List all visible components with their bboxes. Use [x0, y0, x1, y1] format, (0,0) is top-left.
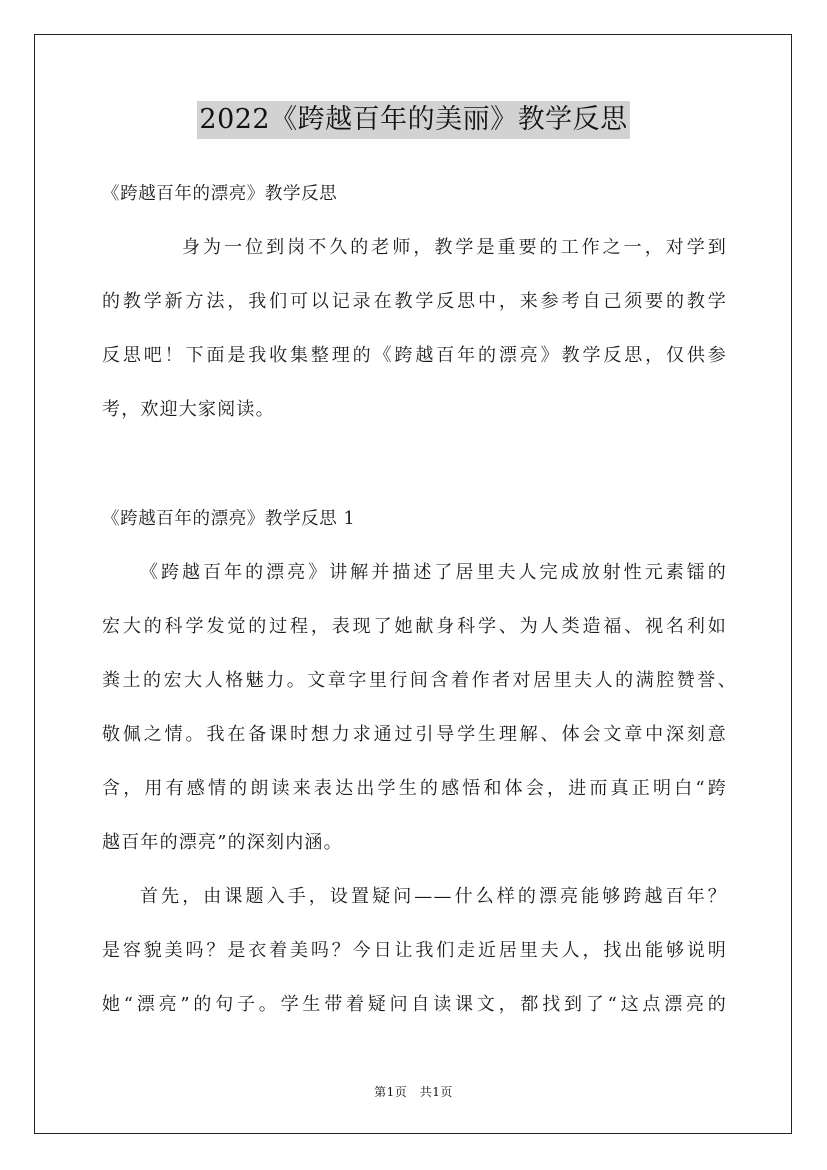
- intro-line-4: 考，欢迎大家阅读。: [102, 399, 275, 420]
- paragraph2-line-2: 是容貌美吗？是衣着美吗？今日让我们走近居里夫人，找出能够说明: [102, 940, 727, 961]
- paragraph1-line-3: 粪土的宏大人格魅力。文章字里行间含着作者对居里夫人的满腔赞誉、: [102, 670, 737, 691]
- paragraph1-line-6: 越百年的漂亮”的深刻内涵。: [102, 832, 343, 853]
- paragraph1-line-1: 《跨越百年的漂亮》讲解并描述了居里夫人完成放射性元素镭的: [140, 562, 727, 583]
- document-title: 2022《跨越百年的美丽》教学反思: [197, 101, 629, 139]
- paragraph1-line-2: 宏大的科学发觉的过程，表现了她献身科学、为人类造福、视名利如: [102, 616, 727, 637]
- intro-line-3: 反思吧！下面是我收集整理的《跨越百年的漂亮》教学反思，仅供参: [102, 345, 727, 366]
- intro-line-1: 身为一位到岗不久的老师，教学是重要的工作之一，对学到: [182, 237, 727, 258]
- document-subtitle: 《跨越百年的漂亮》教学反思: [102, 184, 338, 204]
- paragraph2-line-3: 她“漂亮”的句子。学生带着疑问自读课文，都找到了“这点漂亮的: [102, 994, 727, 1015]
- intro-line-2: 的教学新方法，我们可以记录在教学反思中，来参考自己须要的教学: [102, 291, 727, 312]
- title-container: [0, 101, 827, 139]
- section-heading: 《跨越百年的漂亮》教学反思 1: [102, 509, 356, 529]
- paragraph1-line-4: 敬佩之情。我在备课时想力求通过引导学生理解、体会文章中深刻意: [102, 724, 727, 745]
- paragraph2-line-1: 首先，由课题入手，设置疑问——什么样的漂亮能够跨越百年？: [140, 886, 727, 907]
- page-footer: 第1页 共1页: [374, 1085, 453, 1099]
- paragraph1-line-5: 含，用有感情的朗读来表达出学生的感悟和体会，进而真正明白“跨: [102, 778, 727, 799]
